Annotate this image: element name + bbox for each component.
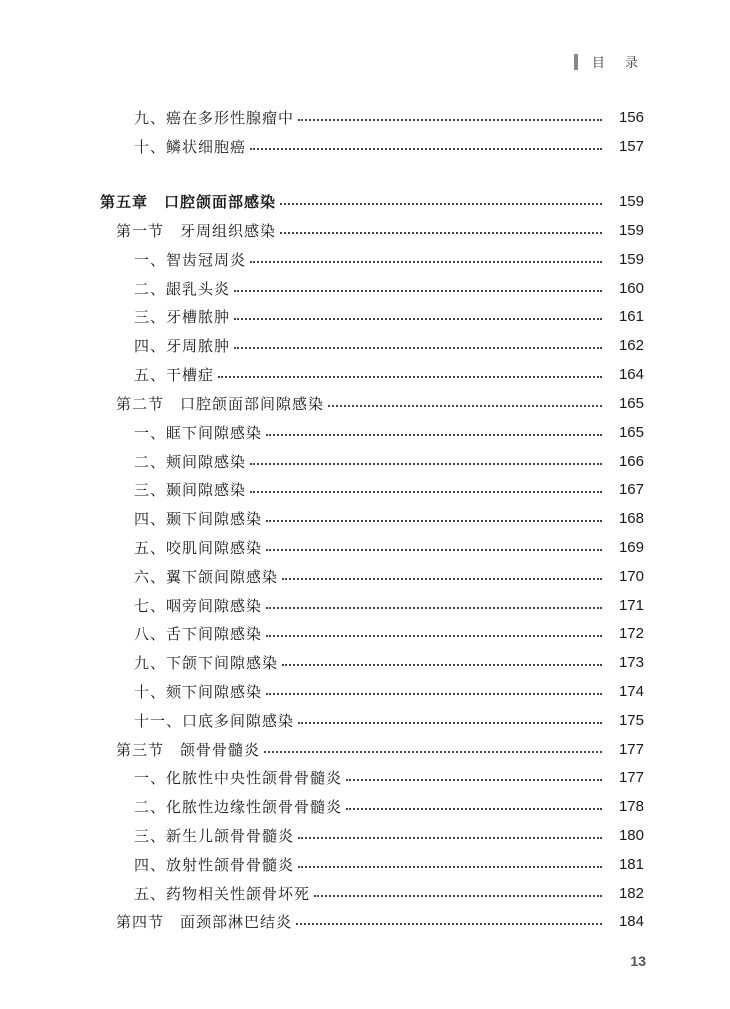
toc-entry-title: 第三节 颌骨骨髓炎 [116,742,261,759]
toc-entry-item[interactable] [100,793,644,819]
toc-entry-item[interactable] [100,880,644,906]
toc-entry-page: 169 [618,538,644,556]
toc-entry-page: 165 [618,423,644,441]
toc-entry-title: 四、牙周脓肿 [134,336,231,355]
toc-entry-item[interactable] [100,563,644,589]
dot-leader [250,463,602,465]
toc-entry-title: 三、新生儿颌骨骨髓炎 [134,826,295,845]
toc-entry-title: 一、化脓性中央性颌骨骨髓炎 [134,768,343,787]
page-number: 13 [630,953,646,969]
toc-entry-title: 九、下颌下间隙感染 [134,653,279,672]
toc-entry-page: 168 [618,509,644,527]
dot-leader [298,119,602,121]
toc-entry-page: 167 [618,480,644,498]
toc-entry-title: 五、药物相关性颌骨坏死 [134,884,311,903]
dot-leader [328,405,602,407]
toc-entry-item[interactable] [100,822,644,848]
toc-entry-title: 四、颞下间隙感染 [134,509,263,528]
toc-entry-item[interactable] [100,332,644,358]
toc-entry-title: 七、咽旁间隙感染 [134,596,263,615]
toc-entry-page: 157 [618,137,644,155]
toc-entry-page: 177 [618,740,644,758]
toc-entry-item[interactable] [100,361,644,387]
dot-leader [250,261,602,263]
toc-entry-title: 二、龈乳头炎 [134,279,231,298]
dot-leader [250,491,602,493]
toc-entry-item[interactable] [100,448,644,474]
toc-entry-page: 165 [618,394,644,412]
running-header [574,52,646,71]
toc-entry-section[interactable] [100,390,644,416]
toc-entry-section[interactable] [100,908,644,934]
dot-leader [346,808,602,810]
dot-leader [250,148,602,150]
toc-entry-title: 八、舌下间隙感染 [134,624,263,643]
toc-entry-page: 166 [618,452,644,470]
toc-entry-page: 172 [618,624,644,642]
toc-entry-item[interactable] [100,476,644,502]
toc-entry-page: 175 [618,711,644,729]
toc-entry-page: 177 [618,768,644,786]
toc-entry-page: 159 [618,221,644,239]
toc-entry-page: 159 [618,250,644,268]
dot-leader [346,779,602,781]
toc-entry-title: 第一节 牙周组织感染 [116,223,277,240]
toc-entry-title: 十、颏下间隙感染 [134,682,263,701]
toc-entry-item[interactable] [100,534,644,560]
dot-leader [282,664,602,666]
dot-leader [266,635,602,637]
toc-entry-item[interactable] [100,505,644,531]
dot-leader [266,434,602,436]
toc-entry-page: 164 [618,365,644,383]
toc-entry-title: 三、牙槽脓肿 [134,307,231,326]
toc-entry-page: 161 [618,307,644,325]
dot-leader [282,578,602,580]
toc-entry-page: 156 [618,108,644,126]
toc-entry-page: 184 [618,912,644,930]
dot-leader [218,376,602,378]
toc-entry-section[interactable] [100,217,644,243]
toc-entry-page: 162 [618,336,644,354]
toc-entry-title: 四、放射性颌骨骨髓炎 [134,855,295,874]
toc-entry-page: 170 [618,567,644,585]
toc-entry-title: 十一、口底多间隙感染 [134,711,295,730]
toc-entry-item[interactable] [100,104,644,130]
toc-entry-title: 二、化脓性边缘性颌骨骨髓炎 [134,797,343,816]
dot-leader [234,318,602,320]
toc-entry-title: 一、智齿冠周炎 [134,250,247,269]
toc-entry-page: 178 [618,797,644,815]
header-label: 目 录 [591,56,646,71]
toc-entry-page: 182 [618,884,644,902]
dot-leader [266,607,602,609]
toc-entry-title: 第五章 口腔颌面部感染 [100,192,277,211]
toc-entry-title: 第二节 口腔颌面部间隙感染 [116,396,325,413]
toc-entry-page: 173 [618,653,644,671]
toc-entry-title: 九、癌在多形性腺瘤中 [134,108,295,127]
toc-entry-item[interactable] [100,133,644,159]
toc-entry-page: 171 [618,596,644,614]
toc-entry-page: 181 [618,855,644,873]
toc-entry-page: 174 [618,682,644,700]
toc-entry-title: 一、眶下间隙感染 [134,423,263,442]
toc-entry-section[interactable] [100,736,644,762]
dot-leader [314,895,602,897]
dot-leader [280,203,602,205]
toc-entry-chapter[interactable] [100,188,644,214]
toc-entry-item[interactable] [100,678,644,704]
dot-leader [266,693,602,695]
dot-leader [298,837,602,839]
toc-entry-item[interactable] [100,707,644,733]
toc-entry-page: 160 [618,279,644,297]
dot-leader [266,520,602,522]
dot-leader [298,722,602,724]
toc-entry-title: 五、咬肌间隙感染 [134,538,263,557]
toc-entry-title: 六、翼下颌间隙感染 [134,567,279,586]
dot-leader [296,923,602,925]
dot-leader [264,751,602,753]
toc-entry-item[interactable] [100,592,644,618]
header-bar-mark [574,54,578,70]
toc-entry-title: 二、颊间隙感染 [134,452,247,471]
dot-leader [298,866,602,868]
toc-entry-title: 三、颞间隙感染 [134,480,247,499]
dot-leader [266,549,602,551]
toc-entry-item[interactable] [100,620,644,646]
toc-entry-title: 十、鳞状细胞癌 [134,137,247,156]
toc-entry-page: 159 [618,192,644,210]
toc-entry-item[interactable] [100,764,644,790]
toc-entry-item[interactable] [100,851,644,877]
dot-leader [234,347,602,349]
dot-leader [280,232,602,234]
toc-entry-title: 第四节 面颈部淋巴结炎 [116,914,293,931]
dot-leader [234,290,602,292]
toc-entry-item[interactable] [100,419,644,445]
toc-entry-item[interactable] [100,649,644,675]
toc-entry-page: 180 [618,826,644,844]
toc-entry-item[interactable] [100,303,644,329]
toc-entry-item[interactable] [100,275,644,301]
toc-entry-title: 五、干槽症 [134,365,215,384]
toc-entry-item[interactable] [100,246,644,272]
